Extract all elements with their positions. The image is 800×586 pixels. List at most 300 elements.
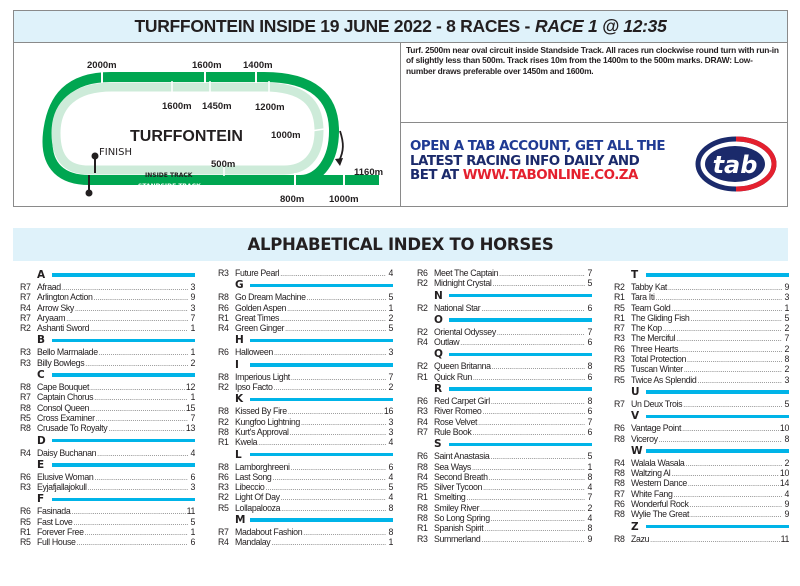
leader-dots [288,408,383,416]
horse-entry [20,313,195,323]
race-number: R8 [218,292,229,303]
race-number: R4 [614,457,625,468]
horse-entry [20,358,195,368]
horse-name: Afraad [37,282,61,292]
horse-name: Rule Book [434,426,472,437]
horse-entry [20,292,195,302]
horse-number: 9 [190,292,195,303]
leader-dots [679,346,782,354]
race-number: R5 [20,537,31,548]
letter-heading [20,435,195,447]
leader-dots [491,515,585,523]
race-number: R1 [417,371,428,382]
horse-number: 4 [587,482,592,493]
horse-entry [614,534,789,544]
race-number: R6 [614,423,625,434]
horse-entry [20,323,195,333]
horse-entry [417,534,592,544]
leader-dots [66,315,188,323]
race-number: R2 [218,492,229,503]
race-number: R2 [614,282,625,292]
horse-entry [614,364,789,374]
leader-dots [285,325,386,333]
horse-number: 4 [388,471,393,482]
horse-entry [614,399,789,409]
horse-entry [614,458,789,468]
leader-dots [684,366,782,374]
horse-entry [417,337,592,347]
race-number: R6 [20,471,31,482]
horse-name: Golden Aspen [235,302,287,313]
horse-number: 4 [784,488,789,499]
race-number: R1 [614,292,625,303]
leader-dots [656,294,782,302]
ad-text: OPEN A TAB ACCOUNT, GET ALL THE LATEST RACING INFO DAILY AND BET AT WWW.TABONLINE.CO.ZA [410,139,666,183]
letter-label: E [37,458,45,471]
leader-dots [71,508,185,516]
horse-entry [614,423,789,433]
letter-divider [449,443,592,447]
race-number: R3 [614,354,625,365]
race-number: R8 [218,406,229,417]
horse-name: Viceroy [631,433,658,444]
horse-number: 9 [784,499,789,510]
leader-dots [481,305,585,313]
svg-text:1200m: 1200m [255,102,285,113]
letter-heading [614,269,789,281]
race-number: R4 [20,447,31,458]
letter-divider [250,518,393,522]
horse-entry [218,482,393,492]
horse-entry [218,417,393,427]
horse-number: 3 [388,416,393,427]
horse-name: Queen Britanna [434,361,491,372]
race-number: R8 [20,382,31,393]
horse-number: 7 [784,333,789,344]
horse-name: Zazu [631,533,650,544]
letter-heading [417,438,592,450]
race-number: R1 [417,492,428,503]
horse-name: Kissed By Fire [235,406,287,417]
leader-dots [690,501,782,509]
horse-name: Smelting [434,492,466,503]
horse-name: Quick Run [434,371,472,382]
horse-name: Wylie The Great [631,509,690,520]
horse-name: Fasinada [37,506,71,517]
tab-advert[interactable] [401,123,787,206]
leader-dots [685,460,782,468]
race-number: R8 [417,502,428,513]
horse-number: 10 [779,468,789,479]
horse-number: 7 [587,416,592,427]
letter-divider [646,273,789,277]
horse-entry [218,406,393,416]
race-number: R8 [218,461,229,472]
horse-number: 4 [388,492,393,503]
letter-heading [614,386,789,398]
leader-dots [482,408,585,416]
horse-entry [218,313,393,323]
horse-name: Wonderful Rock [631,499,689,510]
horse-entry [417,417,592,427]
leader-dots [280,315,386,323]
horse-entry [417,278,592,288]
horse-number: 4 [190,447,195,458]
svg-text:INSIDE TRACK: INSIDE TRACK [145,172,193,179]
race-number: R7 [614,488,625,499]
horse-number: 6 [587,371,592,382]
horse-number: 9 [784,509,789,520]
race-number: R8 [614,533,625,544]
horse-entry [417,482,592,492]
letter-heading [218,279,393,291]
letter-label: N [434,289,443,302]
horse-entry [614,468,789,478]
horse-number: 1 [190,347,195,358]
horse-name: Go Dream Machine [235,292,306,303]
horse-entry [218,527,393,537]
horse-number: 14 [779,478,789,489]
race-number: R8 [20,402,31,413]
race-number: R4 [417,471,428,482]
horse-number: 3 [784,374,789,385]
letter-heading [20,269,195,281]
tab-url-link[interactable]: WWW.TABONLINE.CO.ZA [462,168,638,183]
horse-number: 1 [784,302,789,313]
leader-dots [676,335,782,343]
leader-dots [90,325,188,333]
horse-entry [218,323,393,333]
race-number: R2 [417,278,428,289]
horse-entry [417,523,592,533]
horse-entry [614,478,789,488]
leader-dots [62,284,188,292]
leader-dots [673,491,782,499]
horse-entry [20,448,195,458]
horse-name: Eyjafjallajokull [37,482,87,493]
leader-dots [265,484,386,492]
horse-number: 8 [587,471,592,482]
race-number: R6 [417,451,428,462]
leader-dots [460,339,585,347]
letter-label: U [631,385,640,398]
letter-divider [250,453,393,457]
svg-text:1600m: 1600m [162,101,192,112]
leader-dots [688,480,779,488]
race-number: R2 [20,323,31,334]
race-number: R5 [20,516,31,527]
leader-dots [94,474,188,482]
horse-number: 3 [388,426,393,437]
horse-number: 6 [587,337,592,348]
race-number: R2 [218,382,229,393]
letter-divider [52,339,195,343]
horse-name: Ashanti Sword [37,323,90,334]
race-number: R1 [218,312,229,323]
horse-entry [20,282,195,292]
horse-number: 13 [185,423,195,434]
leader-dots [108,425,185,433]
horse-entry [614,313,789,323]
race-number: R5 [417,482,428,493]
race-number: R3 [20,482,31,493]
letter-heading [614,521,789,533]
horse-name: The Kop [631,323,662,334]
horse-entry [20,303,195,313]
horse-name: Twice As Splendid [631,374,697,385]
leader-dots [484,525,585,533]
race-number: R5 [614,374,625,385]
horse-number: 5 [587,278,592,289]
horse-entry [614,303,789,313]
race-number: R6 [614,499,625,510]
leader-dots [307,294,386,302]
letter-divider [646,449,789,453]
letter-divider [52,439,195,443]
horse-entry [218,462,393,472]
horse-number: 9 [784,282,789,292]
race-number: R2 [417,361,428,372]
leader-dots [281,494,386,502]
svg-text:TURFFONTEIN: TURFFONTEIN [130,128,243,145]
horse-number: 1 [190,527,195,538]
horse-number: 3 [190,482,195,493]
horse-entry [20,472,195,482]
leader-dots [473,374,585,382]
race-number: R7 [20,292,31,303]
horse-entry [417,372,592,382]
letter-label: A [37,269,46,281]
leader-dots [94,294,188,302]
leader-dots [659,436,782,444]
letter-divider [250,363,393,367]
race-number: R4 [417,337,428,348]
svg-text:2000m: 2000m [87,60,117,71]
horse-number: 2 [784,457,789,468]
race-number: R6 [218,302,229,313]
letter-divider [449,387,592,391]
horse-number: 7 [587,492,592,503]
leader-dots [671,305,782,313]
horse-entry [614,489,789,499]
svg-text:500m: 500m [211,159,236,170]
race-number: R5 [218,502,229,513]
horse-name: Tara Iti [631,292,655,303]
leader-dots [303,529,386,537]
horse-entry [614,292,789,302]
horse-entry [614,354,789,364]
letter-heading [417,290,592,302]
letter-divider [646,390,789,394]
horse-name: Kwela [235,437,258,448]
race-number: R8 [417,461,428,472]
horse-entry [20,506,195,516]
horse-number: 2 [784,323,789,334]
race-time-label: RACE 1 @ 12:35 [535,16,667,36]
leader-dots [73,519,188,527]
horse-name: Red Carpet Girl [434,396,490,407]
race-number: R8 [417,513,428,524]
horse-number: 1 [190,392,195,403]
leader-dots [287,305,386,313]
leader-dots [77,539,188,547]
horse-name: Libeccio [235,482,265,493]
horse-number: 12 [185,382,195,393]
svg-text:STANDSIDE TRACK: STANDSIDE TRACK [138,183,201,190]
horse-name: Madabout Fashion [235,527,303,538]
letter-divider [52,463,195,467]
leader-dots [690,315,782,323]
race-number: R6 [417,268,428,278]
horse-number: 8 [587,396,592,407]
horse-name: Vantage Point [631,423,682,434]
horse-number: 4 [587,513,592,524]
letter-heading [20,459,195,471]
svg-text:1000m: 1000m [329,194,359,205]
race-number: R4 [417,416,428,427]
race-number: R3 [218,268,229,278]
horse-number: 3 [190,282,195,292]
horse-entry [614,344,789,354]
leader-dots [491,398,585,406]
letter-heading [614,410,789,422]
letter-heading [417,383,592,395]
horse-name: Elusive Woman [37,471,94,482]
letter-heading [614,445,789,457]
horse-number: 2 [190,357,195,368]
letter-divider [52,273,195,277]
horse-name: Outlaw [434,337,460,348]
letter-divider [250,284,393,288]
horse-number: 6 [587,406,592,417]
index-column-2 [218,268,393,548]
letter-divider [250,398,393,402]
horse-name: Walala Wasala [631,457,685,468]
svg-text:tab: tab [712,151,758,179]
horse-entry [20,482,195,492]
horse-name: Oriental Odyssey [434,326,496,337]
horse-entry [218,492,393,502]
horse-number: 5 [388,323,393,334]
horse-entry [614,375,789,385]
horse-name: Second Breath [434,471,488,482]
letter-divider [449,294,592,298]
letter-label: L [235,448,242,461]
letter-label: H [235,334,244,347]
leader-dots [697,377,782,385]
race-number: R3 [20,347,31,358]
leader-dots [492,280,585,288]
horse-number: 5 [587,451,592,462]
leader-dots [290,429,386,437]
horse-number: 2 [784,364,789,375]
horse-entry [614,509,789,519]
leader-dots [97,450,188,458]
horse-number: 7 [190,412,195,423]
race-number: R4 [20,302,31,313]
horse-name: Imperious Light [235,371,290,382]
leader-dots [690,511,782,519]
horse-entry [218,268,393,278]
horse-entry [20,527,195,537]
horse-name: Cape Bouquet [37,382,90,393]
horse-number: 2 [388,382,393,393]
letter-label: S [434,438,442,451]
horse-name: Smiley River [434,502,480,513]
horse-number: 8 [587,523,592,534]
letter-label: D [37,434,46,447]
horse-entry [218,472,393,482]
horse-index [20,268,790,586]
race-number: R6 [20,506,31,517]
horse-name: River Romeo [434,406,482,417]
leader-dots [90,405,185,413]
horse-name: Western Dance [631,478,687,489]
leader-dots [481,536,585,544]
leader-dots [480,505,585,513]
leader-dots [85,529,188,537]
letter-divider [449,353,592,357]
letter-heading [20,334,195,346]
horse-entry [20,403,195,413]
horse-name: Summerland [434,533,481,544]
letter-heading [20,493,195,505]
tab-logo-icon[interactable] [695,136,777,192]
letter-heading [218,449,393,461]
horse-name: Great Times [235,312,280,323]
race-number: R1 [218,437,229,448]
horse-name: Midnight Crystal [434,278,492,289]
leader-dots [497,329,585,337]
letter-heading [218,514,393,526]
svg-text:1400m: 1400m [243,60,273,71]
race-number: R8 [614,433,625,444]
race-number: R6 [218,347,229,358]
track-description: Turf. 2500m near oval circuit inside Standside Track. All races run clockwise round turn with run-in of slightly less than 500m. Track rises 10m from the 1400m to the 500m marks. DRAW: Low-number draws preferable over 1450m and 1600m. [401,43,787,123]
horse-entry [614,434,789,444]
race-number: R3 [614,333,625,344]
horse-name: Bello Marmalade [37,347,98,358]
horse-name: Meet The Captain [434,268,499,278]
race-number: R4 [218,537,229,548]
letter-heading [218,334,393,346]
horse-name: Team Gold [631,302,671,313]
leader-dots [271,539,386,547]
horse-number: 8 [784,354,789,365]
letter-label: Q [434,348,443,361]
track-map [14,43,400,207]
letter-divider [646,525,789,529]
horse-name: Lollapalooza [235,502,281,513]
horse-entry [20,517,195,527]
race-number: R8 [614,468,625,479]
horse-name: Forever Free [37,527,84,538]
horse-number: 8 [388,527,393,538]
leader-dots [483,484,585,492]
svg-text:FINISH: FINISH [99,147,132,158]
letter-label: I [235,358,239,371]
horse-number: 2 [388,312,393,323]
horse-entry [218,437,393,447]
horse-entry [20,537,195,547]
horse-number: 1 [388,302,393,313]
race-number: R7 [20,392,31,403]
race-number: R6 [417,396,428,407]
leader-dots [687,356,782,364]
horse-entry [218,382,393,392]
horse-name: Fast Love [37,516,73,527]
leader-dots [99,349,188,357]
